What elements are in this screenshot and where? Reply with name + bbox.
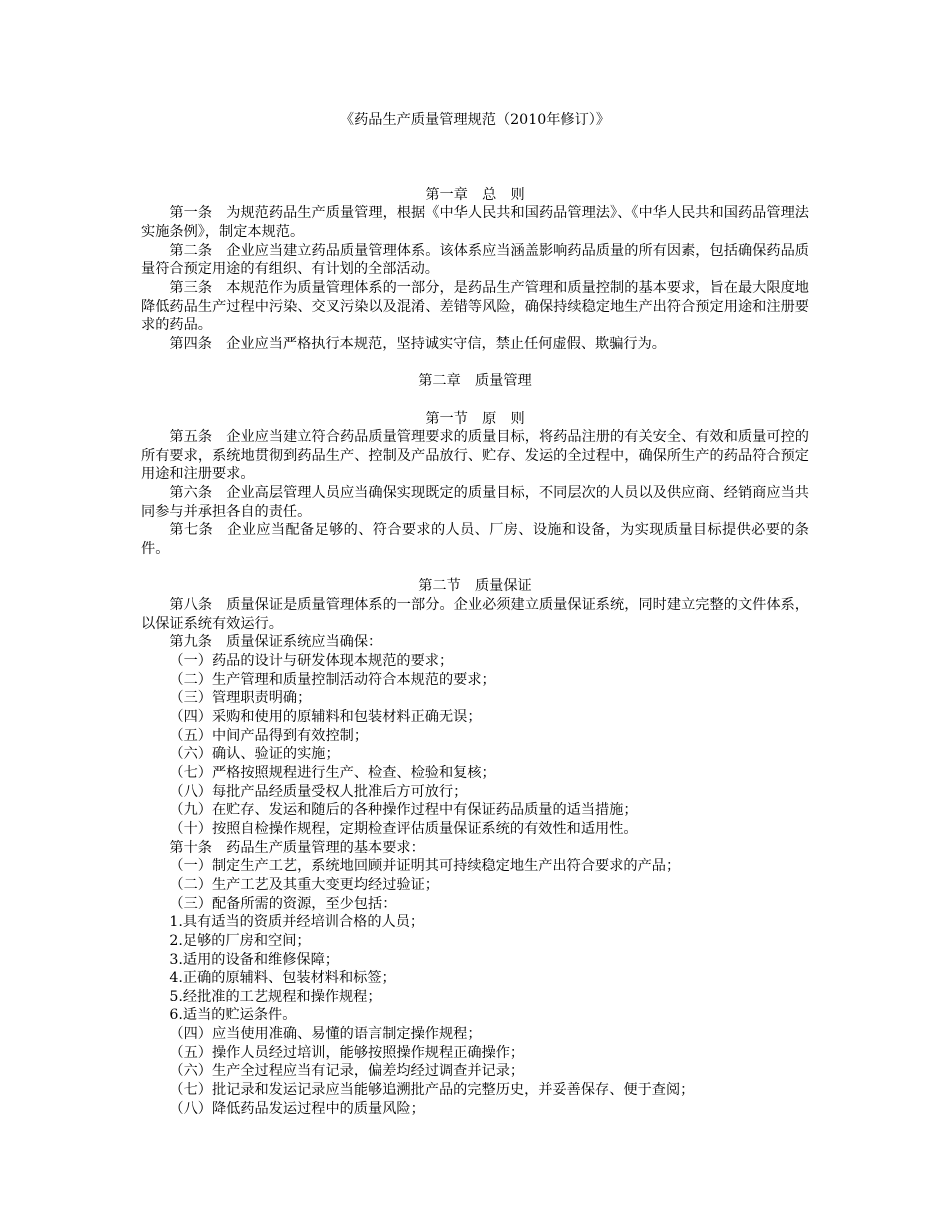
sub-list-item: 2.足够的厂房和空间； bbox=[169, 932, 311, 949]
article-text: 企业应当建立药品质量管理体系。该体系应当涵盖影响药品质量的所有因素，包括确保药品质量符合预定用途的有组织、有计划的全部活动。 bbox=[141, 242, 809, 278]
article-paragraph bbox=[141, 242, 809, 279]
article-paragraph bbox=[141, 596, 809, 633]
article-text: 本规范作为质量管理体系的一部分，是药品生产管理和质量控制的基本要求，旨在最大限度地降低药品生产过程中污染、交叉污染以及混淆、差错等风险，确保持续稳定地生产出符合预定用途和注册要求的药品。 bbox=[141, 279, 809, 334]
article-text: 企业应当建立符合药品质量管理要求的质量目标，将药品注册的有关安全、有效和质量可控的所有要求，系统地贯彻到药品生产、控制及产品放行、贮存、发运的全过程中，确保所生产的药品符合预定用途和注册要求。 bbox=[141, 429, 809, 483]
article-text: 企业高层管理人员应当确保实现既定的质量目标，不同层次的人员以及供应商、经销商应当共同参与并承担各自的责任。 bbox=[141, 485, 809, 520]
list-item: （一）制定生产工艺，系统地回顾并证明其可持续稳定地生产出符合要求的产品； bbox=[169, 858, 681, 875]
article-label: 第八条 bbox=[169, 597, 213, 614]
list-item: （六）确认、验证的实施； bbox=[169, 746, 340, 763]
article-label: 第九条 bbox=[169, 634, 212, 651]
list-item: （四）采购和使用的原辅料和包装材料正确无误； bbox=[169, 708, 482, 725]
list-item: （五）操作人员经过培训，能够按照操作规程正确操作； bbox=[169, 1044, 525, 1061]
chapter-heading: 第一章 总 则 bbox=[425, 186, 525, 203]
list-item: （三）配备所需的资源，至少包括： bbox=[169, 895, 397, 912]
article-label: 第五条 bbox=[169, 429, 213, 446]
list-item: （五）中间产品得到有效控制； bbox=[169, 727, 369, 744]
list-item: （六）生产全过程应当有记录，偏差均经过调查并记录； bbox=[169, 1063, 525, 1080]
article-text: 为规范药品生产质量管理，根据《中华人民共和国药品管理法》、《中华人民共和国药品管理法实施条例》，制定本规范。 bbox=[141, 205, 809, 240]
article-paragraph bbox=[141, 204, 809, 241]
list-item: （四）应当使用准确、易懂的语言制定操作规程； bbox=[169, 1026, 482, 1043]
list-item: （八）降低药品发运过程中的质量风险； bbox=[169, 1100, 425, 1117]
section-heading: 第一节 原 则 bbox=[425, 410, 525, 427]
article-paragraph bbox=[141, 839, 809, 858]
document-title: 《药品生产质量管理规范（2010年修订）》 bbox=[339, 112, 611, 128]
spacer bbox=[141, 354, 809, 373]
list-item: （八）每批产品经质量受权人批准后方可放行； bbox=[169, 783, 468, 800]
section-heading: 第二节 质量保证 bbox=[418, 578, 532, 595]
spacer bbox=[141, 130, 809, 186]
spacer bbox=[141, 391, 809, 410]
article-text: 质量保证系统应当确保： bbox=[226, 634, 383, 651]
article-label: 第四条 bbox=[169, 335, 212, 352]
list-item: （七）批记录和发运记录应当能够追溯批产品的完整历史，并妥善保存、便于查阅； bbox=[169, 1082, 695, 1099]
spacer bbox=[141, 559, 809, 578]
article-text: 质量保证是质量管理体系的一部分。企业必须建立质量保证系统，同时建立完整的文件体系，以保证系统有效运行。 bbox=[141, 597, 809, 632]
article-text: 企业应当严格执行本规范，坚持诚实守信，禁止任何虚假、欺骗行为。 bbox=[226, 335, 666, 352]
sub-list-item: 6.适当的贮运条件。 bbox=[169, 1007, 297, 1024]
chapter-heading: 第二章 质量管理 bbox=[418, 373, 532, 390]
article-paragraph bbox=[141, 633, 809, 652]
article-text: 企业应当配备足够的、符合要求的人员、厂房、设施和设备，为实现质量目标提供必要的条件。 bbox=[141, 522, 809, 558]
sub-list-item: 3.适用的设备和维修保障； bbox=[169, 951, 339, 968]
sub-list-item: 4.正确的原辅料、包装材料和标签； bbox=[169, 970, 396, 987]
article-label: 第十条 bbox=[169, 839, 212, 856]
list-item: （二）生产管理和质量控制活动符合本规范的要求； bbox=[169, 671, 496, 688]
list-item: （三）管理职责明确； bbox=[169, 690, 312, 707]
article-paragraph bbox=[141, 279, 809, 335]
list-item: （九）在贮存、发运和随后的各种操作过程中有保证药品质量的适当措施； bbox=[169, 802, 638, 819]
article-paragraph bbox=[141, 521, 809, 558]
list-item: （二）生产工艺及其重大变更均经过验证； bbox=[169, 876, 439, 893]
sub-list-item: 5.经批准的工艺规程和操作规程； bbox=[169, 988, 382, 1005]
sub-list-item: 1.具有适当的资质并经培训合格的人员； bbox=[169, 914, 425, 931]
article-paragraph bbox=[141, 428, 809, 484]
document-page bbox=[141, 111, 809, 1118]
article-label: 第三条 bbox=[169, 279, 213, 296]
article-paragraph bbox=[141, 484, 809, 521]
list-item: （十）按照自检操作规程，定期检查评估质量保证系统的有效性和适用性。 bbox=[169, 820, 638, 837]
article-label: 第七条 bbox=[169, 522, 214, 539]
article-text: 药品生产质量管理的基本要求： bbox=[226, 839, 425, 856]
article-paragraph bbox=[141, 335, 809, 354]
list-item: （一）药品的设计与研发体现本规范的要求； bbox=[169, 653, 454, 670]
article-label: 第二条 bbox=[169, 242, 213, 259]
article-label: 第六条 bbox=[169, 485, 213, 502]
list-item: （七）严格按照规程进行生产、检查、检验和复核； bbox=[169, 764, 496, 781]
article-label: 第一条 bbox=[169, 205, 213, 222]
